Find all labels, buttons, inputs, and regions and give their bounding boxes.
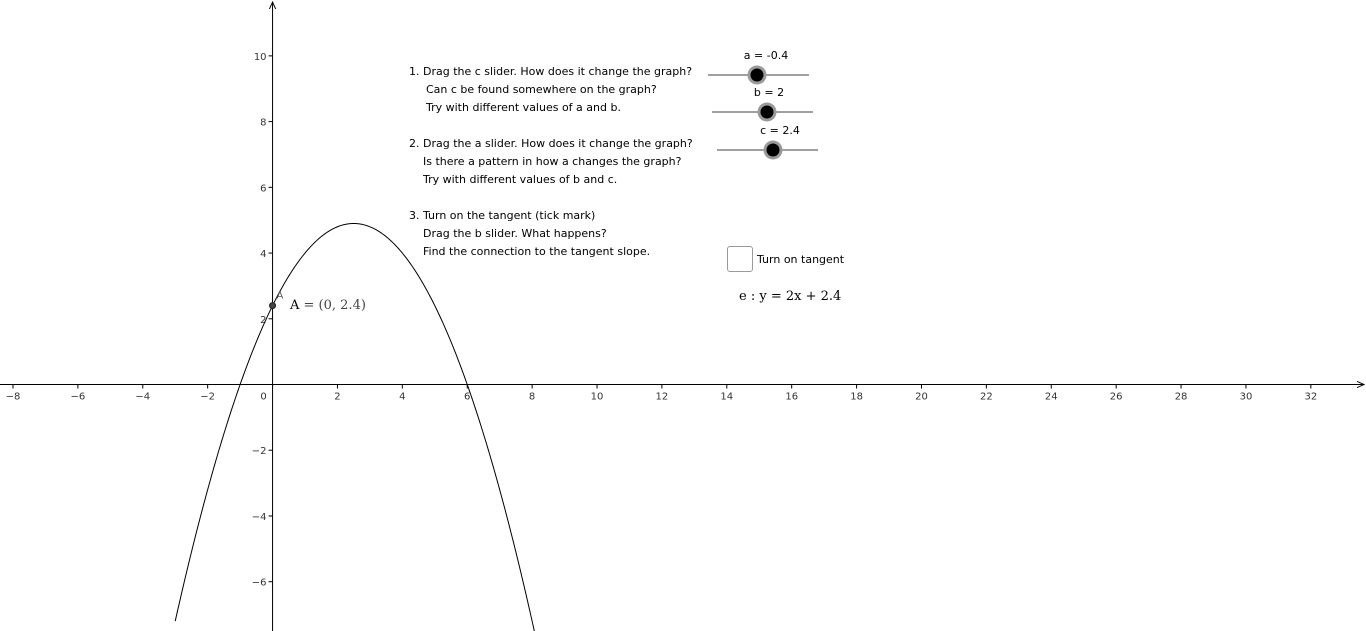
instruction-q2-line2: Is there a pattern in how a changes the graph? — [423, 155, 682, 168]
y-tick-label: 8 — [260, 117, 267, 129]
instruction-q3-line1: 3. Turn on the tangent (tick mark) — [409, 209, 596, 222]
x-tick-label: −6 — [70, 391, 86, 403]
x-tick-label: 4 — [399, 391, 406, 403]
instruction-q1-line2: Can c be found somewhere on the graph? — [426, 83, 657, 96]
instruction-q2-line1: 2. Drag the a slider. How does it change the graph? — [409, 137, 693, 150]
x-tick-label: 18 — [850, 391, 863, 403]
x-tick-label: 20 — [915, 391, 928, 403]
slider-a-label: a = -0.4 — [743, 49, 789, 62]
y-tick-label: −4 — [251, 511, 267, 523]
point-a-name: A — [290, 298, 300, 313]
y-tick-label: 10 — [253, 51, 267, 63]
x-tick-label: 14 — [720, 391, 734, 403]
x-tick-label: 30 — [1239, 391, 1253, 403]
x-tick-label: 16 — [785, 391, 799, 403]
instruction-q3-line3: Find the connection to the tangent slope. — [423, 245, 651, 258]
y-tick-label: 6 — [260, 183, 267, 195]
x-tick-label: 32 — [1304, 391, 1318, 403]
y-tick-label: 2 — [260, 314, 267, 326]
x-tick-label: 12 — [655, 391, 669, 403]
instruction-q1-line3: Try with different values of a and b. — [426, 101, 621, 114]
x-tick-label: −8 — [5, 391, 21, 403]
slider-c-label: c = 2.4 — [760, 124, 800, 137]
point-a[interactable] — [270, 303, 276, 309]
slider-b-knob[interactable] — [761, 106, 774, 119]
x-tick-label: 6 — [464, 391, 471, 403]
x-tick-label: 26 — [1109, 391, 1123, 403]
instruction-q2-line3: Try with different values of b and c. — [423, 173, 618, 186]
x-tick-label: 22 — [980, 391, 993, 403]
y-tick-label: −2 — [251, 446, 267, 458]
y-tick-label: 4 — [260, 249, 267, 261]
slider-a-knob[interactable] — [751, 69, 764, 82]
x-tick-label: 24 — [1044, 391, 1058, 403]
x-tick-label: 10 — [590, 391, 604, 403]
parabola-curve[interactable] — [175, 223, 538, 631]
x-tick-label: 28 — [1174, 391, 1188, 403]
instruction-q3-line2: Drag the b slider. What happens? — [423, 227, 607, 240]
x-tick-label: −4 — [135, 391, 151, 403]
y-tick-label: −6 — [251, 577, 267, 589]
tangent-checkbox-label[interactable]: Turn on tangent — [757, 253, 845, 266]
point-a-label: A — [276, 290, 284, 302]
x-tick-label: 2 — [334, 391, 341, 403]
slider-c-knob[interactable] — [767, 144, 780, 157]
point-a-coords: = (0, 2.4) — [303, 298, 366, 313]
tangent-checkbox[interactable] — [727, 246, 753, 272]
x-tick-label: −2 — [200, 391, 216, 403]
x-tick-label: 8 — [528, 391, 536, 403]
slider-b-label: b = 2 — [753, 86, 785, 99]
x-tick-label: 0 — [260, 391, 267, 403]
point-a-value — [290, 298, 366, 313]
instruction-q1-line1: 1. Drag the c slider. How does it change the graph? — [409, 65, 693, 78]
tangent-equation: e : y = 2x + 2.4 — [739, 289, 842, 304]
